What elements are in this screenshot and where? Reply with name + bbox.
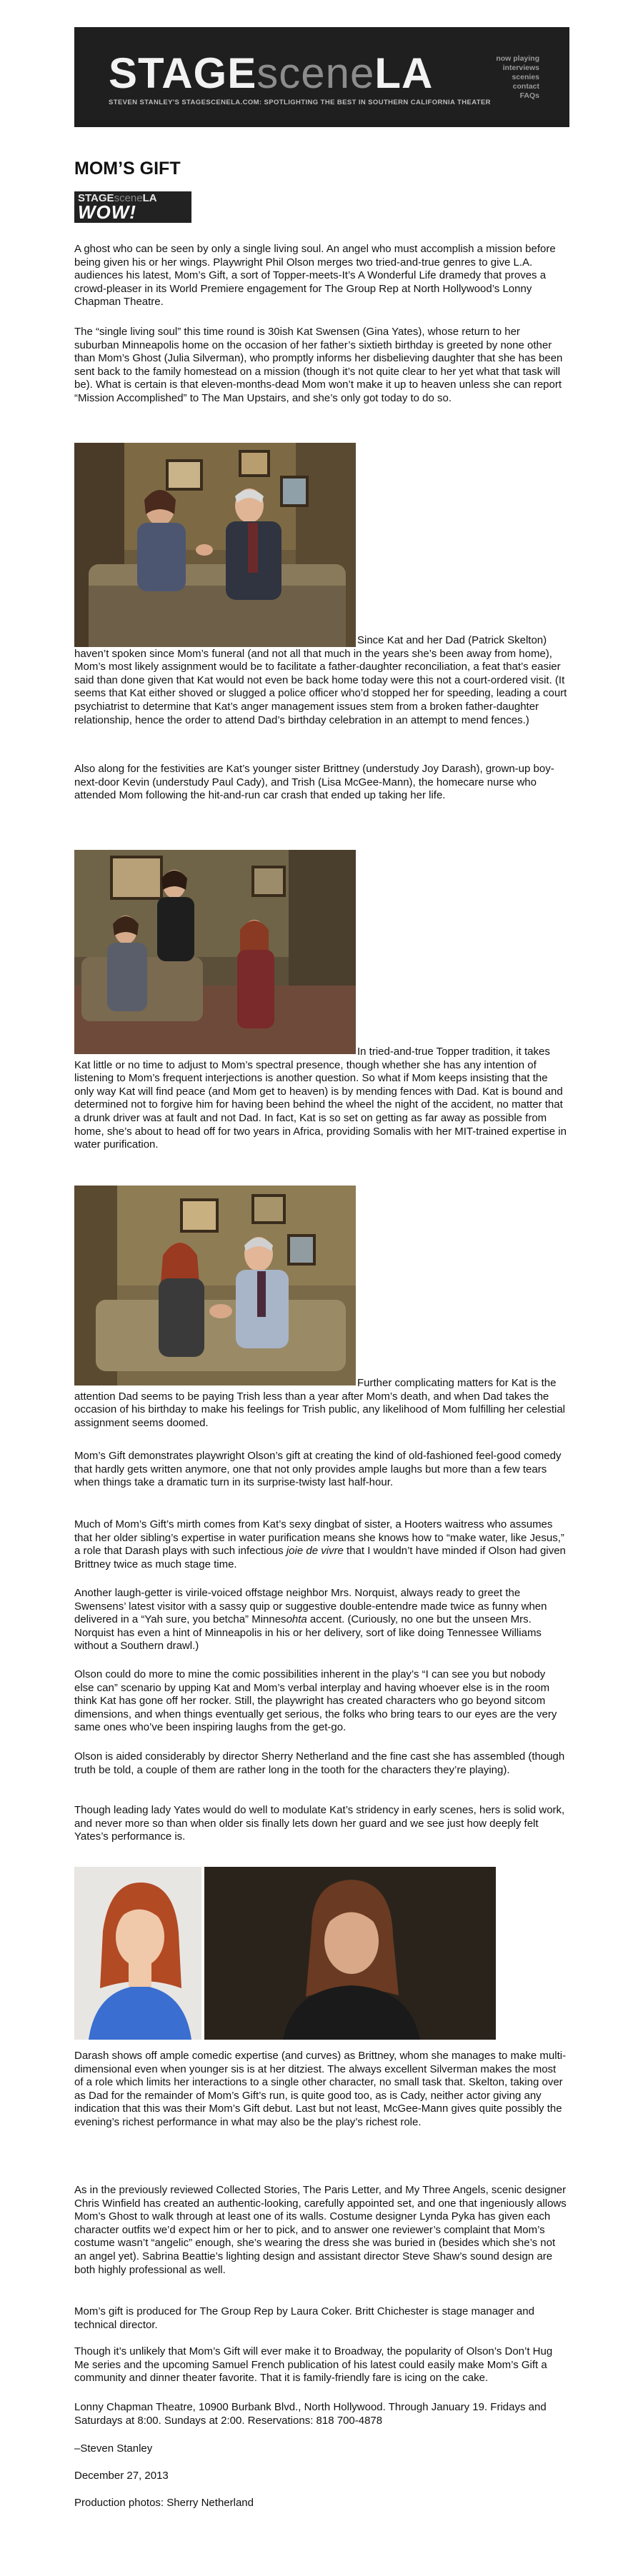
photo-kat-and-dad — [74, 443, 356, 647]
paragraph-5: In tried-and-true Topper tradition, it takes Kat little or no time to adjust to Mom’s spectral presence, though whether she has any intention of listening to Mom’s frequent interjections is another question. So what if Mom keeps insisting that the only way Kat will find peace (and Mom get to heaven) is by mending fences with Dad. Kat is bound and determined not to forgive him for having been behind the wheel the night of the accident, no matter that a drunk driver was at fault and not Dad. In fact, Kat is so set on getting as far away as possible from home, she’s about to head off for two years in Africa, providing Somalis with her MIT-trained expertise in water purification. — [74, 1046, 567, 1151]
paragraph-15: Mom’s gift is produced for The Group Rep by Laura Coker. Britt Chichester is stage manager and technical director. — [74, 2305, 534, 2331]
logo-scene: scene — [256, 49, 375, 97]
headshot-2 — [204, 1867, 496, 2040]
header-nav — [496, 54, 539, 101]
nav-scenies[interactable]: scenies — [512, 73, 539, 81]
production-photo-2 — [74, 850, 356, 1054]
nav-contact[interactable]: contact — [512, 82, 539, 91]
nav-now-playing[interactable]: now playing — [496, 54, 539, 63]
photo-three-women — [74, 850, 356, 1054]
paragraph-12: Though leading lady Yates would do well to modulate Kat’s stridency in early scenes, hers is solid work, and never more so than when older sis finally lets down her guard and we see just how deeply felt Yates’s performance is. — [74, 1804, 565, 1843]
nav-faqs[interactable]: FAQs — [519, 91, 539, 100]
photo-credits: Production photos: Sherry Netherland — [74, 2497, 254, 2509]
paragraph-8: Much of Mom’s Gift’s mirth comes from Kat’s sexy dingbat of sister, a Hooters waitress who assumes that her older sibling’s expertise in water purification means she knows how to “make water, like Jesus,” a role that Darash plays with such infectious joie de vivre that I wouldn’t have minded if Olson had given Brittney twice as much stage time. — [74, 1518, 566, 1570]
wow-badge — [74, 191, 191, 223]
paragraph-13: Darash shows off ample comedic expertise (and curves) as Brittney, whom she manages to make multi-dimensional even when younger sis is at her ditziest. The always excellent Silverman makes the most of a role which limits her interactions to a single other character, no small task that. Skelton, taking over as Dad for the remainder of Mom’s Gift’s run, is quite good too, as is Cady, neither actor giving any indication that this was their Mom’s Gift debut. Last but not least, McGee-Mann gives quite possibly the evening’s richest performance in what may also be the play’s richest role. — [74, 2050, 567, 2128]
headshot-redhead — [74, 1867, 201, 2040]
paragraph-1: A ghost who can be seen by only a single living soul. An angel who must accomplish a mission before being given his or her wings. Playwright Phil Olson merges two tried-and-true genres to give L.A. audiences his latest, Mom’s Gift, a sort of Topper-meets-It’s A Wonderful Life dramedy that proves a crowd-pleaser in its World Premiere engagement for The Group Rep at North Hollywood’s Lonny Chapman Theatre. — [74, 243, 556, 309]
photo-dad-and-trish — [74, 1186, 356, 1385]
paragraph-9: Another laugh-getter is virile-voiced offstage neighbor Mrs. Norquist, always ready to greet the Swensens’ latest visitor with a sassy quip or suggestive double-entendre made twice as funny when delivered in a “Yah sure, you betcha” Minnesohta accent. (Curiously, no one but the unseen Mrs. Norquist has even a hint of Minneapolis in his or her delivery, sort of like doing Tennessee Williams without a Southern drawl.) — [74, 1587, 547, 1653]
paragraph-4: Also along for the festivities are Kat’s younger sister Brittney (understudy Joy Darash), grown-up boy-next-door Kevin (understudy Paul Cady), and Trish (Lisa McGee-Mann), the homecare nurse who attended Mom following the hit-and-run car crash that ended up taking her life. — [74, 763, 554, 802]
paragraph-2: The “single living soul” this time round is 30ish Kat Swensen (Gina Yates), whose return to her suburban Minneapolis home on the occasion of her father’s sixtieth birthday is greeted by none other than Mom’s Ghost (Julia Silverman), who promptly informs her disbelieving daughter that she has been sent back to the family homestead on a mission (though it’s not quite clear to her yet what that task will be). What is certain is that eleven-months-dead Mom won’t make it up to heaven unless she can report “Mission Accomplished” to The Man Upstairs, and she’s only got today to do so. — [74, 326, 563, 404]
site-header — [74, 27, 569, 127]
wow-badge-logo: STAGEsceneLA — [78, 192, 157, 204]
paragraph-11: Olson is aided considerably by director Sherry Netherland and the fine cast she has assembled (though truth be told, a couple of them are rather long in the tooth for the characters they’re playing). — [74, 1750, 565, 1776]
logo-stage: STAGE — [109, 49, 257, 97]
production-photo-1 — [74, 443, 356, 647]
logo-la: LA — [374, 49, 434, 97]
publish-date: December 27, 2013 — [74, 2470, 169, 2482]
paragraph-6: Further complicating matters for Kat is the attention Dad seems to be paying Trish less than a year after Mom’s death, and when Dad takes the occasion of his birthday to make his feelings for Trish public, any likelihood of Mom fulfilling her celestial assignment seems doomed. — [74, 1377, 565, 1429]
headshot-1 — [74, 1867, 201, 2040]
article-title: MOM’S GIFT — [74, 159, 181, 179]
wow-badge-word: WOW! — [78, 201, 136, 223]
production-photo-3 — [74, 1186, 356, 1385]
site-tagline: STEVEN STANLEY'S STAGESCENELA.COM: SPOTLIGHTING THE BEST IN SOUTHERN CALIFORNIA THEATER — [109, 99, 491, 106]
paragraph-14: As in the previously reviewed Collected Stories, The Paris Letter, and My Three Angels, scenic designer Chris Winfield has created an authentic-looking, carefully appointed set, and one that ingeniously allows Mom’s Ghost to walk through at least one of its walls. Costume designer Lynda Pyka has given each character outfits we’d expect him or her to pick, and to answer one reviewer’s complaint that Mom’s costume wasn’t “angelic” enough, she’s wearing the dress she was buried in (besides which she’s not an angel yet). Sabrina Beattie’s lighting design and assistant director Steve Shaw’s sound design are both highly professional as well. — [74, 2184, 567, 2276]
paragraph-7: Mom’s Gift demonstrates playwright Olson’s gift at creating the kind of old-fashioned feel-good comedy that hardly gets written anymore, one that not only provides ample laughs but more than a few tears when things take a dramatic turn in its surprise-twisty last half-hour. — [74, 1450, 562, 1489]
nav-interviews[interactable]: interviews — [502, 64, 539, 72]
paragraph-16: Though it’s unlikely that Mom’s Gift will ever make it to Broadway, the popularity of Olson’s Don’t Hug Me series and the upcoming Samuel French publication of his latest could easily make Mom’s Gift a community and dinner theater favorite. That it is family-friendly fare is icing on the cake. — [74, 2345, 553, 2385]
site-logo[interactable] — [109, 51, 433, 96]
paragraph-3: Since Kat and her Dad (Patrick Skelton) haven’t spoken since Mom’s funeral (and not all that much in the years she’s been away from home), Mom’s most likely assignment would be to facilitate a father-daughter reconciliation, a feat that’s easier said than done given that Kat would not even be back home today were this not a court-ordered visit. (It seems that Kat either shoved or slugged a police officer who’d stopped her for speeding, leading a court psychiatrist to determine that Kat’s anger management issues stem from a broken father-daughter relationship, hence the order to attend Dad’s birthday celebration in an attempt to mend fences.) — [74, 634, 567, 726]
headshot-dark-background — [204, 1867, 496, 2040]
venue-info: Lonny Chapman Theatre, 10900 Burbank Blvd., North Hollywood. Through January 19. Fridays and Saturdays at 8:00. Sundays at 2:00. Reservations: 818 700-4878 — [74, 2401, 547, 2427]
paragraph-10: Olson could do more to mine the comic possibilities inherent in the play’s “I can see you but nobody else can” scenario by upping Kat and Mom’s verbal interplay and having whoever else is in the room think Kat has gone off her rocker. Still, the playwright has created characters who go beyond sitcom dimensions, and when things eventually get serious, the folks who bring tears to our eyes are the very same ones who’ve been inspiring laughs from the get-go. — [74, 1668, 557, 1734]
signature: –Steven Stanley — [74, 2442, 153, 2455]
